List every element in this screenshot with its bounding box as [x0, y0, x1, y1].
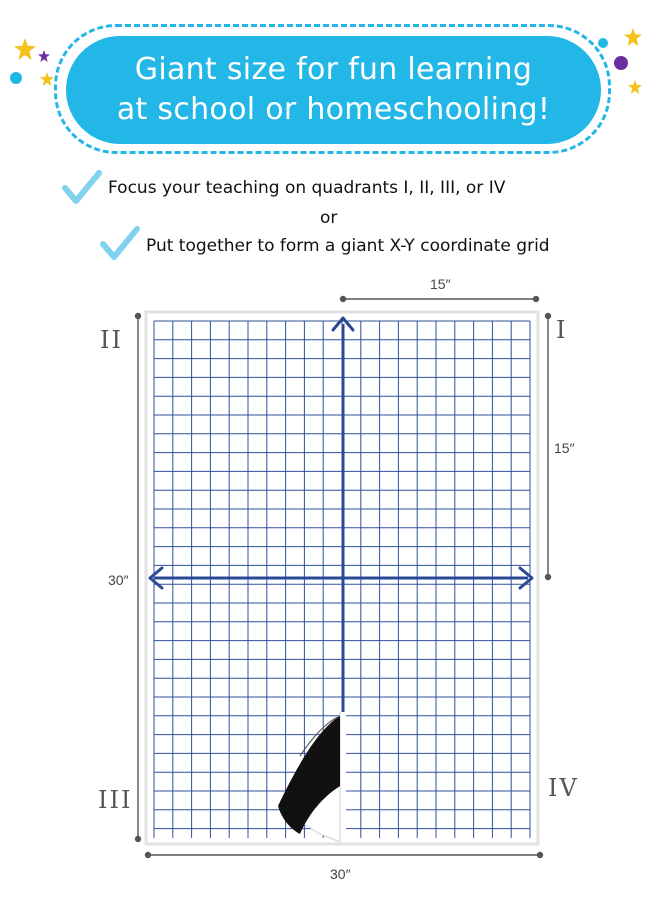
dimension-left-label: 30″	[108, 572, 129, 588]
headline-line-2: at school or homeschooling!	[116, 92, 551, 127]
quadrant-label-IV: IV	[548, 774, 579, 802]
quadrant-label-III: III	[98, 786, 133, 814]
feature-line-1: Focus your teaching on quadrants I, II, III, or IV	[108, 178, 506, 198]
dimension-right-label: 15″	[554, 440, 575, 456]
dimension-top-label: 15″	[430, 276, 451, 292]
sheet-split	[340, 708, 346, 842]
dimension-bottom-label: 30″	[330, 866, 351, 882]
feature-or: or	[320, 208, 338, 228]
feature-line-2: Put together to form a giant X-Y coordinate grid	[146, 236, 550, 256]
quadrant-label-I: I	[556, 316, 568, 344]
headline-line-1: Giant size for fun learning	[134, 52, 533, 87]
quadrant-label-II: II	[100, 326, 123, 354]
